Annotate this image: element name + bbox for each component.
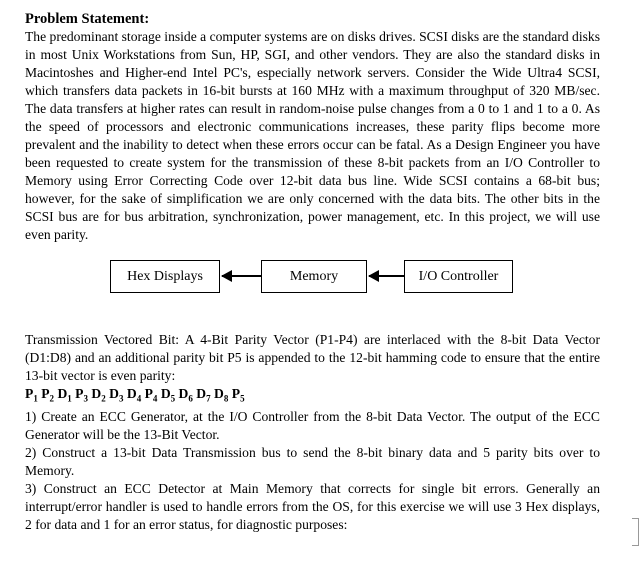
sequence-bit: $D_4$ [126,386,142,404]
sequence-bit: $D_2$ [91,386,106,404]
transmission-intro: Transmission Vectored Bit: A 4-Bit Parity Vector (P1-P4) are interlaced with the 8-bit Data Vector (D1:D8) and an additional parity bit P5 is appended to the 12-bit hamming code to ensure that the entire 13-bit vector is even parity: [25,332,600,383]
sequence-bit: $P_1$ [25,386,38,404]
sequence-bit: $D_7$ [196,386,211,404]
parity-bit-sequence [25,385,600,408]
sequence-bit: $P_2$ [41,386,55,404]
sequence-bit: $D_1$ [57,386,72,404]
sequence-bit: $D_6$ [178,386,193,404]
step-2: 2) Construct a 13-bit Data Transmission bus to send the 8-bit binary data and 5 parity bits over to Memory. [25,444,600,478]
sequence-bit: $D_8$ [214,386,229,404]
sequence-bit: $P_3$ [75,386,88,404]
page-edge-marker [632,518,639,546]
memory-box: Memory [261,260,367,293]
arrow-memory-to-hex [222,275,261,277]
step-3: 3) Construct an ECC Detector at Main Memory that corrects for single bit errors. Generally an interrupt/error handler is used to handle errors from the OS, for this exercise we will use 3 Hex displays, 2 for data and 1 for an error status, for diagnostic purposes: [25,480,600,532]
step-1: 1) Create an ECC Generator, at the I/O Controller from the 8-bit Data Vector. The output of the ECC Generator will be the 13-Bit Vector. [25,408,600,442]
document-page [25,10,600,534]
sequence-bit: $P_4$ [144,386,158,404]
hex-displays-box: Hex Displays [110,260,220,293]
sequence-bit: $P_5$ [231,386,245,404]
problem-paragraph: The predominant storage inside a computer systems are on disks drives. SCSI disks are the standard disks in most Unix Workstations from Sun, HP, SGI, and other vendors. They are also the standard disks in Macintoshes and Higher-end Intel PC's, especially network servers. Consider the Wide Ultra4 SCSI, which transfers data packets in 16-bit bursts at 160 MHz with a maximum throughput of 320 MB/sec. The data transfers at higher rates can result in random-noise pulse changes from a 0 to 1 and 1 to a 0. As the speed of processors and electronic communications increases, these parity flips become more prevalent and the inability to detect when these errors occur can be fatal. As a Design Engineer you have been requested to create system for the transmission of these 8-bit packets from an I/O Controller to Memory using Error Correcting Code over 12-bit data bus line. Wide SCSI contains a 68-bit bus; however, for the sake of simplification we are only concerned with the data bits. The other bits in the SCSI bus are for bus arbitration, synchronization, power management, etc. In this project, we will use even parity. [25,29,600,242]
sequence-bit: $D_3$ [109,386,124,404]
problem-heading: Problem Statement: [25,11,150,27]
arrow-io-to-memory [369,275,404,277]
io-controller-box: I/O Controller [404,260,513,293]
sequence-bit: $D_5$ [160,386,176,404]
block-diagram [25,251,600,317]
